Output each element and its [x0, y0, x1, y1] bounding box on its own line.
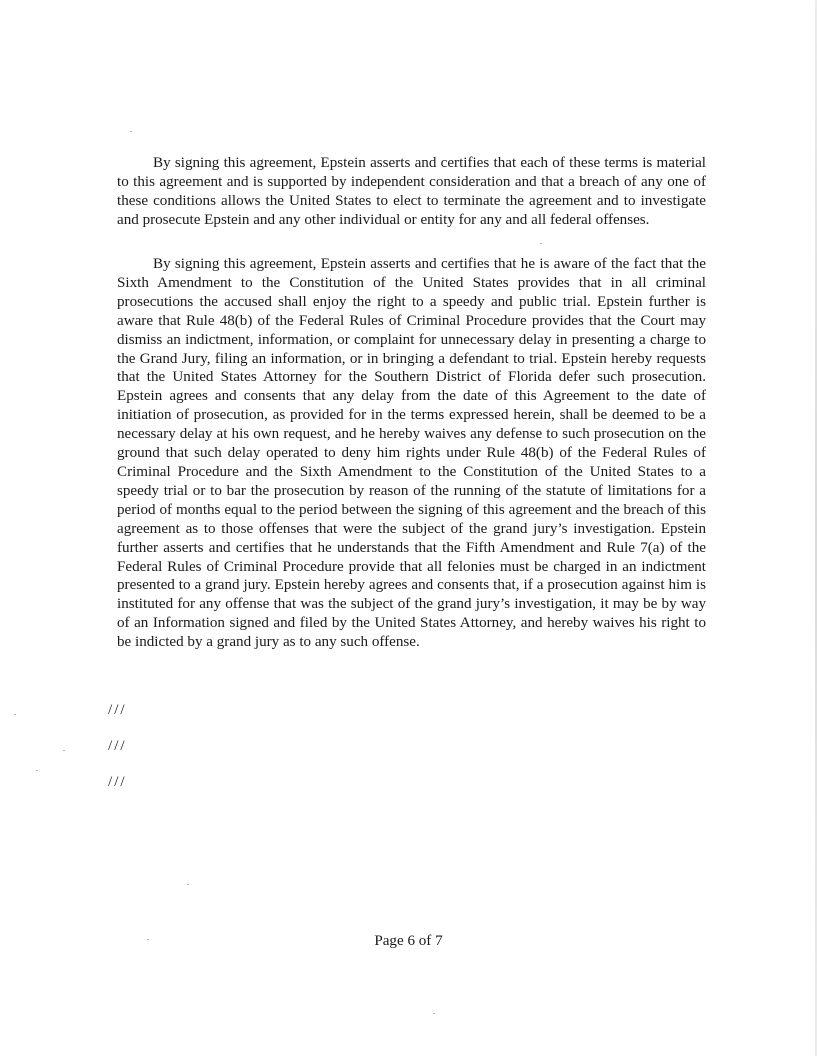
scan-speck [36, 770, 38, 771]
scan-speck [63, 750, 65, 751]
paragraph-text: By signing this agreement, Epstein asserts and certifies that he is aware of the fact that the Sixth Amendment to the Constitution of the United States provides that in all criminal prosecutions the accused shall enjoy the right to a speedy and public trial. Epstein further is aware that Rule 48(b) of the Federal Rules of Criminal Procedure provides that the Court may dismiss an indictment, information, or complaint for unnecessary delay in presenting a charge to the Grand Jury, filing an information, or in bringing a defendant to trial. Epstein hereby requests that the United States Attorney for the Southern District of Florida defer such prosecution. Epstein agrees and consents that any delay from the date of this Agreement to the date of initiation of prosecution, as provided for in the terms expressed herein, shall be deemed to be a necessary delay at his own request, and he hereby waives any defense to such prosecution on the ground that such delay operated to deny him rights under Rule 48(b) of the Federal Rules of Criminal Procedure and the Sixth Amendment to the Constitution of the United States to a speedy trial or to bar the prosecution by reason of the running of the statute of limitations for a period of months equal to the period between the signing of this agreement and the breach of this agreement as to those offenses that were the subject of the grand jury’s investigation. Epstein further asserts and certifies that he understands that the Fifth Amendment and Rule 7(a) of the Federal Rules of Criminal Procedure provide that all felonies must be charged in an indictment presented to a grand jury. Epstein hereby agrees and consents that, if a prosecution against him is instituted for any offense that was the subject of the grand jury’s investigation, it may be by way of an Information signed and filed by the United States Attorney, and hereby waives his right to be indicted by a grand jury as to any such offense. [117, 256, 706, 651]
scan-speck [433, 1013, 435, 1014]
paragraph-text: By signing this agreement, Epstein asserts and certifies that each of these terms is material to this agreement and is supported by independent consideration and that a breach of any one of these conditions allows the United States to elect to terminate the agreement and to investigate and prosecute Epstein and any other individual or entity for any and all federal offenses. [117, 155, 706, 228]
continuation-mark: /// [108, 702, 127, 718]
continuation-mark: /// [108, 774, 127, 790]
scan-speck [14, 714, 16, 715]
scan-speck [130, 131, 132, 132]
page-number: Page 6 of 7 [374, 933, 443, 949]
paragraph-terms-material [117, 154, 706, 230]
paragraph-speedy-trial-waiver [117, 255, 706, 652]
scan-speck [187, 884, 189, 885]
scan-speck [540, 243, 542, 244]
continuation-mark: /// [108, 738, 127, 754]
